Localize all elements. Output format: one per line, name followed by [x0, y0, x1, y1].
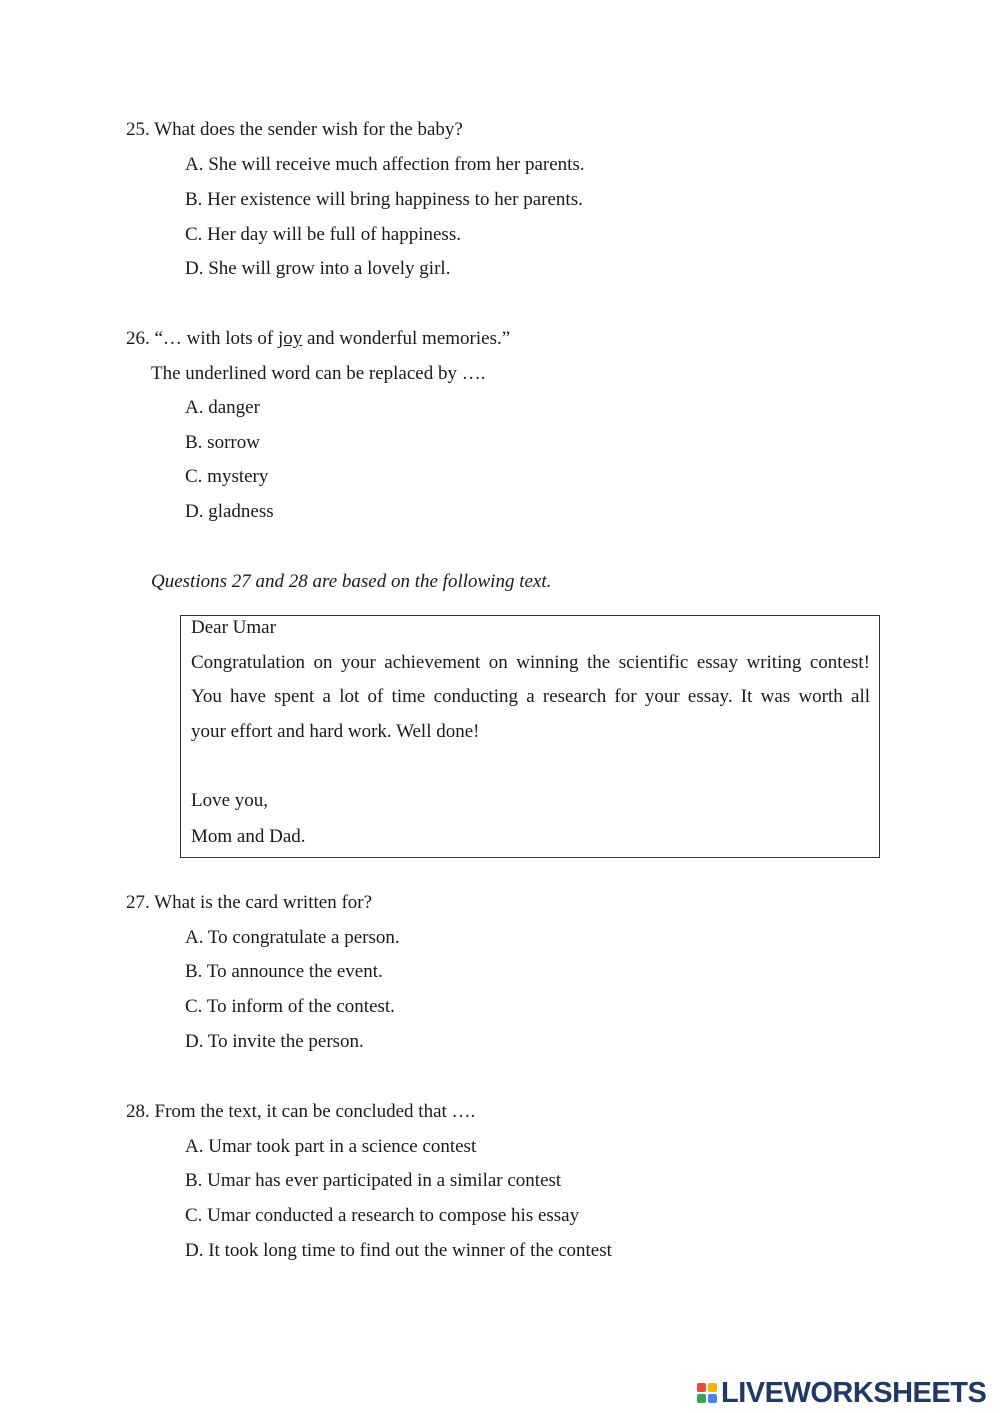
question-25-option-c[interactable]: C. Her day will be full of happiness.: [185, 224, 461, 245]
question-25-option-b[interactable]: B. Her existence will bring happiness to her parents.: [185, 189, 583, 210]
question-26-stem: [126, 328, 510, 350]
greeting-card-box: [180, 615, 880, 858]
question-26-instruction: The underlined word can be replaced by ….: [151, 363, 486, 384]
card-body-line-2: You have spent a lot of time conducting a research for your essay. It was worth all: [191, 686, 870, 707]
liveworksheets-logo-icon: [697, 1383, 717, 1403]
question-25-option-d[interactable]: D. She will grow into a lovely girl.: [185, 258, 451, 279]
question-26-underlined-word: joy: [278, 328, 303, 349]
question-27-stem: 27. What is the card written for?: [126, 892, 373, 913]
question-26-option-a[interactable]: A. danger: [185, 397, 260, 418]
question-28-option-d[interactable]: D. It took long time to find out the winner of the contest: [185, 1240, 612, 1261]
question-27-option-a[interactable]: A. To congratulate a person.: [185, 927, 400, 948]
question-26-stem-start: 26. “… with lots of: [126, 328, 278, 349]
card-body-line-3: your effort and hard work. Well done!: [191, 721, 480, 742]
card-body-line-1: Congratulation on your achievement on winning the scientific essay writing contest!: [191, 652, 870, 673]
question-28-option-b[interactable]: B. Umar has ever participated in a similar contest: [185, 1170, 562, 1191]
question-25-option-a[interactable]: A. She will receive much affection from her parents.: [185, 154, 585, 175]
card-signature: Mom and Dad.: [191, 826, 306, 847]
passage-instruction: Questions 27 and 28 are based on the following text.: [151, 571, 552, 592]
question-26-stem-end: and wonderful memories.”: [302, 328, 511, 349]
logo-square: [697, 1394, 706, 1403]
question-28-option-a[interactable]: A. Umar took part in a science contest: [185, 1136, 477, 1157]
question-27-option-b[interactable]: B. To announce the event.: [185, 961, 383, 982]
liveworksheets-logo-text: LIVEWORKSHEETS: [721, 1377, 987, 1409]
card-closing: Love you,: [191, 790, 269, 811]
question-27-option-c[interactable]: C. To inform of the contest.: [185, 996, 395, 1017]
liveworksheets-watermark: [697, 1378, 986, 1408]
question-26-option-b[interactable]: B. sorrow: [185, 432, 260, 453]
question-26-option-c[interactable]: C. mystery: [185, 466, 269, 487]
logo-square: [708, 1394, 717, 1403]
logo-square: [708, 1383, 717, 1392]
logo-square: [697, 1383, 706, 1392]
question-28-stem: 28. From the text, it can be concluded that ….: [126, 1101, 476, 1122]
question-28-option-c[interactable]: C. Umar conducted a research to compose his essay: [185, 1205, 580, 1226]
question-27-option-d[interactable]: D. To invite the person.: [185, 1031, 364, 1052]
question-26-option-d[interactable]: D. gladness: [185, 501, 274, 522]
question-25-stem: 25. What does the sender wish for the baby?: [126, 119, 463, 140]
card-greeting: Dear Umar: [191, 617, 276, 638]
